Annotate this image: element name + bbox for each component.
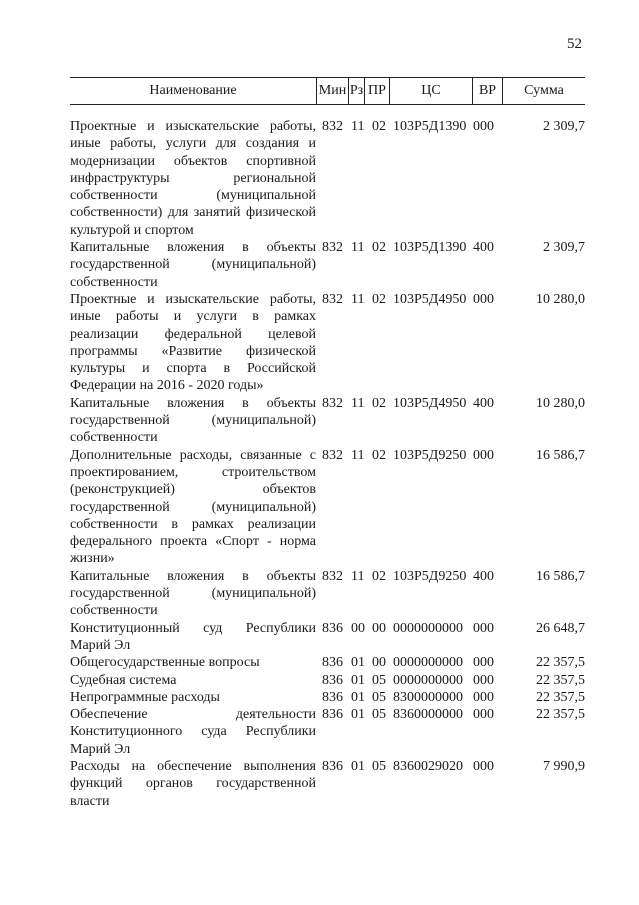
row-name: Расходы на обеспечение выполнения функций органов государственной власти [70, 758, 316, 809]
row-min: 832 [322, 291, 343, 307]
row-cs: 103Р5Д9250 [393, 568, 467, 584]
row-sum: 2 309,7 [543, 240, 585, 256]
row-rz: 01 [351, 672, 365, 688]
row-rz: 01 [351, 655, 365, 671]
row-name: Общегосударственные вопросы [70, 655, 260, 671]
row-name: Капитальные вложения в объекты государственной (муниципальной) собственности [70, 395, 316, 446]
row-rz: 11 [351, 447, 365, 463]
row-cs: 8300000000 [393, 689, 463, 705]
row-pr: 00 [372, 620, 386, 636]
row-rz: 00 [351, 620, 365, 636]
table-row [70, 672, 585, 689]
header-pr: ПР [364, 78, 389, 104]
header-vr: ВР [472, 78, 502, 104]
row-min: 832 [322, 568, 343, 584]
row-min: 836 [322, 707, 343, 723]
row-name: Проектные и изыскательские работы, иные работы, услуги для создания и модернизации объектов спортивной инфраструктуры региональной собственности (муниципальной собственности) для занятий физической культурой и спортом [70, 119, 316, 238]
row-vr: 000 [473, 620, 494, 636]
row-cs: 8360000000 [393, 707, 463, 723]
row-vr: 000 [473, 119, 494, 134]
table-row [70, 654, 585, 671]
row-pr: 02 [372, 395, 386, 411]
table-row [70, 758, 585, 810]
row-pr: 05 [372, 758, 386, 774]
row-pr: 02 [372, 447, 386, 463]
row-pr: 00 [372, 655, 386, 671]
row-min: 836 [322, 758, 343, 774]
row-name: Обеспечение деятельности Конституционного суда Республики Марий Эл [70, 707, 316, 757]
row-rz: 11 [351, 240, 365, 256]
row-rz: 01 [351, 707, 365, 723]
row-rz: 01 [351, 689, 365, 705]
row-min: 836 [322, 655, 343, 671]
row-pr: 02 [372, 119, 386, 134]
row-vr: 000 [473, 291, 494, 307]
header-name: Наименование [149, 83, 237, 98]
row-cs: 103Р5Д1390 [393, 119, 467, 134]
row-min: 836 [322, 672, 343, 688]
row-name: Конституционный суд Республики Марий Эл [70, 620, 316, 653]
table-body [70, 118, 585, 810]
row-sum: 26 648,7 [536, 620, 585, 636]
row-rz: 11 [351, 119, 365, 134]
row-min: 832 [322, 447, 343, 463]
header-cs: ЦС [389, 78, 472, 104]
row-sum: 22 357,5 [536, 672, 585, 688]
table-row [70, 239, 585, 291]
page-number: 52 [567, 36, 582, 52]
row-cs: 103Р5Д1390 [393, 240, 467, 256]
row-cs: 103Р5Д4950 [393, 395, 467, 411]
table-row [70, 447, 585, 568]
row-sum: 16 586,7 [536, 447, 585, 463]
table-row [70, 118, 585, 239]
header-sum: Сумма [502, 78, 585, 104]
row-pr: 02 [372, 291, 386, 307]
row-cs: 0000000000 [393, 655, 463, 671]
row-sum: 10 280,0 [536, 291, 585, 307]
row-vr: 000 [473, 655, 494, 671]
row-min: 836 [322, 620, 343, 636]
row-cs: 8360029020 [393, 758, 463, 774]
row-vr: 400 [473, 240, 494, 256]
row-sum: 22 357,5 [536, 655, 585, 671]
row-vr: 400 [473, 395, 494, 411]
row-name: Проектные и изыскательские работы, иные работы и услуги в рамках реализации федеральной целевой программы «Развитие физической культуры и спорта в Российской Федерации на 2016 - 2020 годы» [70, 291, 316, 394]
row-vr: 000 [473, 689, 494, 705]
row-min: 832 [322, 240, 343, 256]
row-pr: 05 [372, 707, 386, 723]
table-row [70, 395, 585, 447]
row-cs: 0000000000 [393, 672, 463, 688]
header-min: Мин [316, 78, 348, 104]
row-rz: 01 [351, 758, 365, 774]
row-vr: 000 [473, 758, 494, 774]
row-rz: 11 [351, 291, 365, 307]
row-name: Капитальные вложения в объекты государственной (муниципальной) собственности [70, 240, 316, 290]
row-name: Дополнительные расходы, связанные с проектированием, строительством (реконструкцией) объектов государственной (муниципальной) собственности в рамках реализации федерального проекта «Спорт - норма жизни» [70, 447, 316, 567]
row-sum: 22 357,5 [536, 689, 585, 705]
row-pr: 02 [372, 568, 386, 584]
row-vr: 000 [473, 672, 494, 688]
row-pr: 05 [372, 672, 386, 688]
table-row [70, 689, 585, 706]
row-sum: 16 586,7 [536, 568, 585, 584]
row-sum: 7 990,9 [543, 758, 585, 774]
row-name: Непрограммные расходы [70, 689, 220, 705]
row-name: Судебная система [70, 672, 177, 688]
header-rz: Рз [348, 78, 364, 104]
row-cs: 103Р5Д4950 [393, 291, 467, 307]
row-sum: 10 280,0 [536, 395, 585, 411]
table-header [70, 77, 585, 105]
row-vr: 000 [473, 447, 494, 463]
table-row [70, 706, 585, 758]
row-pr: 05 [372, 689, 386, 705]
row-min: 836 [322, 689, 343, 705]
row-rz: 11 [351, 568, 365, 584]
row-min: 832 [322, 395, 343, 411]
row-vr: 400 [473, 568, 494, 584]
table-row [70, 291, 585, 395]
row-vr: 000 [473, 707, 494, 723]
row-sum: 2 309,7 [543, 119, 585, 134]
table-row [70, 568, 585, 620]
row-name: Капитальные вложения в объекты государственной (муниципальной) собственности [70, 568, 316, 619]
row-sum: 22 357,5 [536, 707, 585, 723]
row-min: 832 [322, 119, 343, 134]
row-rz: 11 [351, 395, 365, 411]
row-cs: 103Р5Д9250 [393, 447, 467, 463]
row-pr: 02 [372, 240, 386, 256]
table-row [70, 620, 585, 655]
row-cs: 0000000000 [393, 620, 463, 636]
